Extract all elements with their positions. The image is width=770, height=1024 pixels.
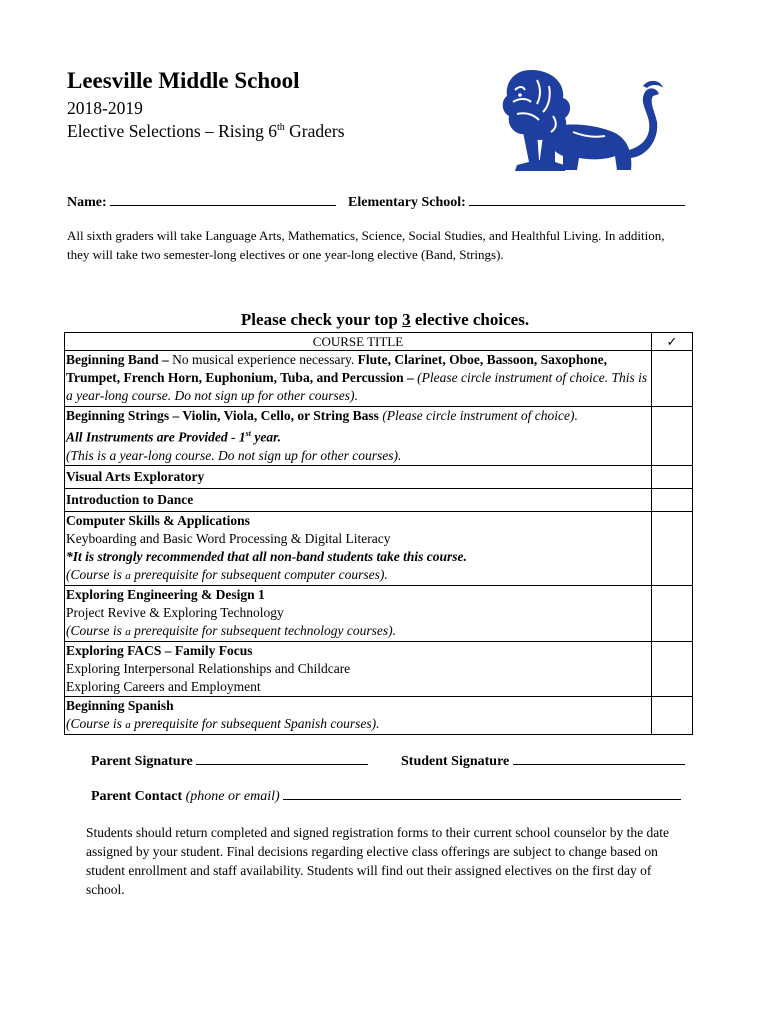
check-box-spanish[interactable] (652, 696, 693, 734)
course-row-engineering: Exploring Engineering & Design 1 Project Revive & Exploring Technology (Course is a prerequisite for subsequent technology courses). (65, 585, 693, 641)
check-box-visual-arts[interactable] (652, 465, 693, 488)
closing-text: Students should return completed and signed registration forms to their current school counselor by the date assigned by your student. Final decisions regarding elective class offerings are subject to change based on student enrollment and staff availability. Students will find out their assigned electives on the first day of school. (86, 825, 669, 897)
course-row-spanish: Beginning Spanish (Course is a prerequisite for subsequent Spanish courses). (65, 696, 693, 734)
lion-logo (493, 66, 668, 176)
check-box-strings[interactable] (652, 407, 693, 466)
student-signature-field[interactable]: Student Signature (401, 751, 685, 770)
checkmark-icon: ✓ (652, 333, 693, 351)
course-title-header: COURSE TITLE (65, 333, 652, 351)
parent-signature-field[interactable]: Parent Signature (91, 751, 368, 770)
course-row-strings: Beginning Strings – Violin, Viola, Cello, or String Bass (Please circle instrument of choice). All Instruments are Provided - 1st year. (This is a year-long course. Do not sign up for other courses). (65, 407, 693, 466)
form-subtitle: Elective Selections – Rising 6th Graders (67, 121, 345, 141)
course-row-computer: Computer Skills & Applications Keyboarding and Basic Word Processing & Digital Literacy *It is strongly recommended that all non-band students take this course. (Course is a prerequisite for subsequent computer courses). (65, 511, 693, 585)
course-row-facs: Exploring FACS – Family Focus Exploring Interpersonal Relationships and Childcare Exploring Careers and Employment (65, 641, 693, 696)
name-field[interactable]: Name: (67, 192, 336, 211)
school-title: Leesville Middle School (67, 68, 300, 93)
parent-contact-field[interactable]: Parent Contact (phone or email) (91, 786, 681, 805)
course-row-dance: Introduction to Dance (65, 488, 693, 511)
check-box-computer[interactable] (652, 511, 693, 585)
intro-text: All sixth graders will take Language Arts, Mathematics, Science, Social Studies, and Healthful Living. In addition, they will take two semester-long electives or one year-long elective (Band, Strings). (67, 228, 665, 262)
school-year: 2018-2019 (67, 98, 143, 118)
check-box-engineering[interactable] (652, 585, 693, 641)
course-row-band: Beginning Band – No musical experience necessary. Flute, Clarinet, Oboe, Bassoon, Saxophone, Trumpet, French Horn, Euphonium, Tuba, and Percussion – (Please circle instrument of choice. This is a year-long course. Do not sign up for other courses). (65, 351, 693, 407)
check-box-facs[interactable] (652, 641, 693, 696)
check-box-dance[interactable] (652, 488, 693, 511)
table-header-row (65, 333, 693, 351)
elective-table (64, 332, 693, 735)
instruction-heading: Please check your top 3 elective choices. (240, 310, 530, 329)
check-box-band[interactable] (652, 351, 693, 407)
elementary-school-field[interactable]: Elementary School: (348, 192, 685, 211)
course-row-visual-arts: Visual Arts Exploratory (65, 465, 693, 488)
